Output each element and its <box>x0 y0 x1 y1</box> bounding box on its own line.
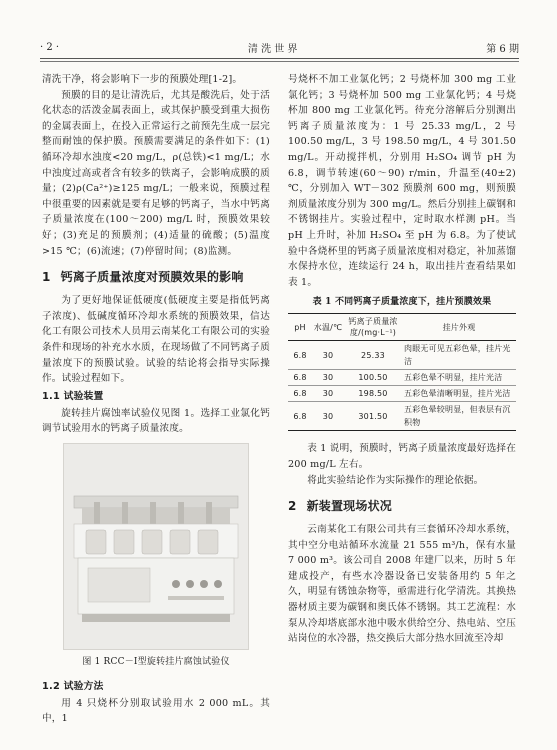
header-rule <box>40 58 519 59</box>
table-cell: 198.50 <box>344 386 402 402</box>
table-row <box>288 402 516 431</box>
table-cell: 25.33 <box>344 341 402 370</box>
journal-name: 清 洗 世 界 <box>247 43 298 55</box>
table-cell: 30 <box>312 370 344 386</box>
table-header-cell: pH <box>294 322 306 332</box>
table-cell: 301.50 <box>344 402 402 431</box>
table-header-cell: 钙离子质量浓度/(mg·L⁻¹) <box>348 317 398 338</box>
left-column <box>42 72 270 727</box>
section-heading-1 <box>42 269 270 285</box>
table-header-cell: 挂片外观 <box>442 322 476 332</box>
paragraph: 清洗干净，将会影响下一步的预膜处理[1-2]。 <box>42 74 243 85</box>
page-number: · 2 · <box>40 41 60 53</box>
table-cell: 6.8 <box>288 386 312 402</box>
section-title: 钙离子质量浓度对预膜效果的影响 <box>60 270 244 285</box>
page-header <box>40 38 519 56</box>
section-number: 1 <box>42 270 51 285</box>
apparatus-illustration <box>64 444 248 649</box>
table-cell: 6.8 <box>288 402 312 431</box>
section-title: 新装置现场状况 <box>306 499 392 514</box>
table-cell: 30 <box>312 341 344 370</box>
paragraph: 为了更好地保证低硬度(低硬度主要是指低钙离子浓度)、低碱度循环冷却水系统的预膜效果，信达化工有限公司技术人员用云南某化工有限公司的实验条件和现场的补充水水质，在现场做了不同钙离子质量浓度下的预膜试验。试验的结论将会指导实际操作。试验过程如下。 <box>42 295 270 385</box>
figure-caption: 图 1 RCC－Ⅰ型旋转挂片腐蚀试验仪 <box>82 656 230 667</box>
table-cell: 6.8 <box>288 370 312 386</box>
paragraph: 将此实验结论作为实际操作的理论依据。 <box>307 474 484 486</box>
right-column <box>288 72 516 647</box>
subsection-heading: 1.1 试验装置 <box>42 390 104 402</box>
results-table <box>288 313 516 431</box>
table-cell: 6.8 <box>288 341 312 370</box>
paragraph: 表 1 说明，预膜时，钙离子质量浓度最好选择在 200 mg/L 左右。 <box>288 443 516 470</box>
table-cell: 五彩色晕清晰明显，挂片光洁 <box>402 386 516 402</box>
header-rule-thin <box>40 61 519 62</box>
table-cell: 100.50 <box>344 370 402 386</box>
table-header-row <box>288 314 516 341</box>
paragraph: 旋转挂片腐蚀率试验仪见图 1。选择工业氯化钙调节试验用水的钙离子质量浓度。 <box>42 407 270 435</box>
table-row <box>288 386 516 402</box>
table-row <box>288 341 516 370</box>
table-cell: 30 <box>312 386 344 402</box>
paragraph: 云南某化工有限公司共有三套循环冷却水系统，其中空分电站循环水流量 21 555 m³/h，保有水量 7 000 m³。该公司自 2008 年建厂以来，历时 5 年建成投产，有些水冷器设备已安装备用约 5 年之久，明显有锈蚀杂物等，亟需进行化学清洗。其换热器材质主要为碳钢和奥氏体不锈钢。其工艺流程：水泵从冷却塔底部水池中吸水供给空分、热电站、空压站岗位的水冷器，热交换后大部分热水回流至冷却 <box>288 524 516 645</box>
paragraph: 用 4 只烧杯分别取试验用水 2 000 mL。其中，1 <box>42 697 270 725</box>
paragraph: 预膜的目的是让清洗后，尤其是酸洗后，处于活化状态的活泼金属表面上，或其保护膜受到重大损伤的金属表面上，在投入正常运行之前预先生成一层完整而耐蚀的保护膜。预膜需要满足的条件如下：(1)循环冷却水浊度<20 mg/L，ρ(总铁)<1 mg/L；水中浊度过高或者含有较多的铁离子，会影响成膜的质量；(2)ρ(Ca²⁺)≥125 mg/L；一般来说，预膜过程中很重要的因素就是要有足够的钙离子，当水中钙离子质量浓度在(100～200) mg/L 时，预膜效果较好；(3)充足的预膜剂；(4)适量的硫酸；(5)温度>15 ℃；(6)流速；(7)停留时间；(8)监测。 <box>42 89 270 257</box>
table-cell: 肉眼无可见五彩色晕，挂片光洁 <box>402 341 516 370</box>
table-cell: 30 <box>312 402 344 431</box>
issue-number: 第 6 期 <box>486 43 519 55</box>
table-header-cell: 水温/℃ <box>313 322 343 332</box>
section-heading-2 <box>288 498 516 514</box>
paragraph: 号烧杯不加工业氯化钙；2 号烧杯加 300 mg 工业氯化钙；3 号烧杯加 500 mg 工业氯化钙；4 号烧杯加 800 mg 工业氯化钙。待充分溶解后分别测出钙离子质量浓度为：1 号 25.33 mg/L，2 号 100.50 mg/L，3 号 198.50 mg/L，4 号 301.50 mg/L。开动搅拌机，分别用 H₂SO₄ 调节 pH 为 6.8，调节转速(60～90) r/min，升温至(40±2) ℃，分别加入 WT－302 预膜剂 600 mg，则预膜剂质量浓度分别为 300 mg/L。然后分别挂上碳钢和不锈钢挂片。实验过程中，定时取水样测 pH。当 pH 上升时，补加 H₂SO₄ 至 pH 为 6.8。为了使试验中各烧杯里的钙离子质量浓度相对稳定，补加蒸馏水保持水位，连续运行 24 h，取出挂片查看结果如表 1。 <box>288 74 516 288</box>
table-cell: 五彩色晕不明显，挂片光洁 <box>402 370 516 386</box>
figure-apparatus-photo <box>63 443 249 650</box>
table-cell: 五彩色晕较明显，但表层有沉积物 <box>402 402 516 431</box>
table-row <box>288 370 516 386</box>
table-caption: 表 1 不同钙离子质量浓度下，挂片预膜效果 <box>312 297 492 308</box>
subsection-heading: 1.2 试验方法 <box>42 680 104 692</box>
section-number: 2 <box>288 499 297 514</box>
